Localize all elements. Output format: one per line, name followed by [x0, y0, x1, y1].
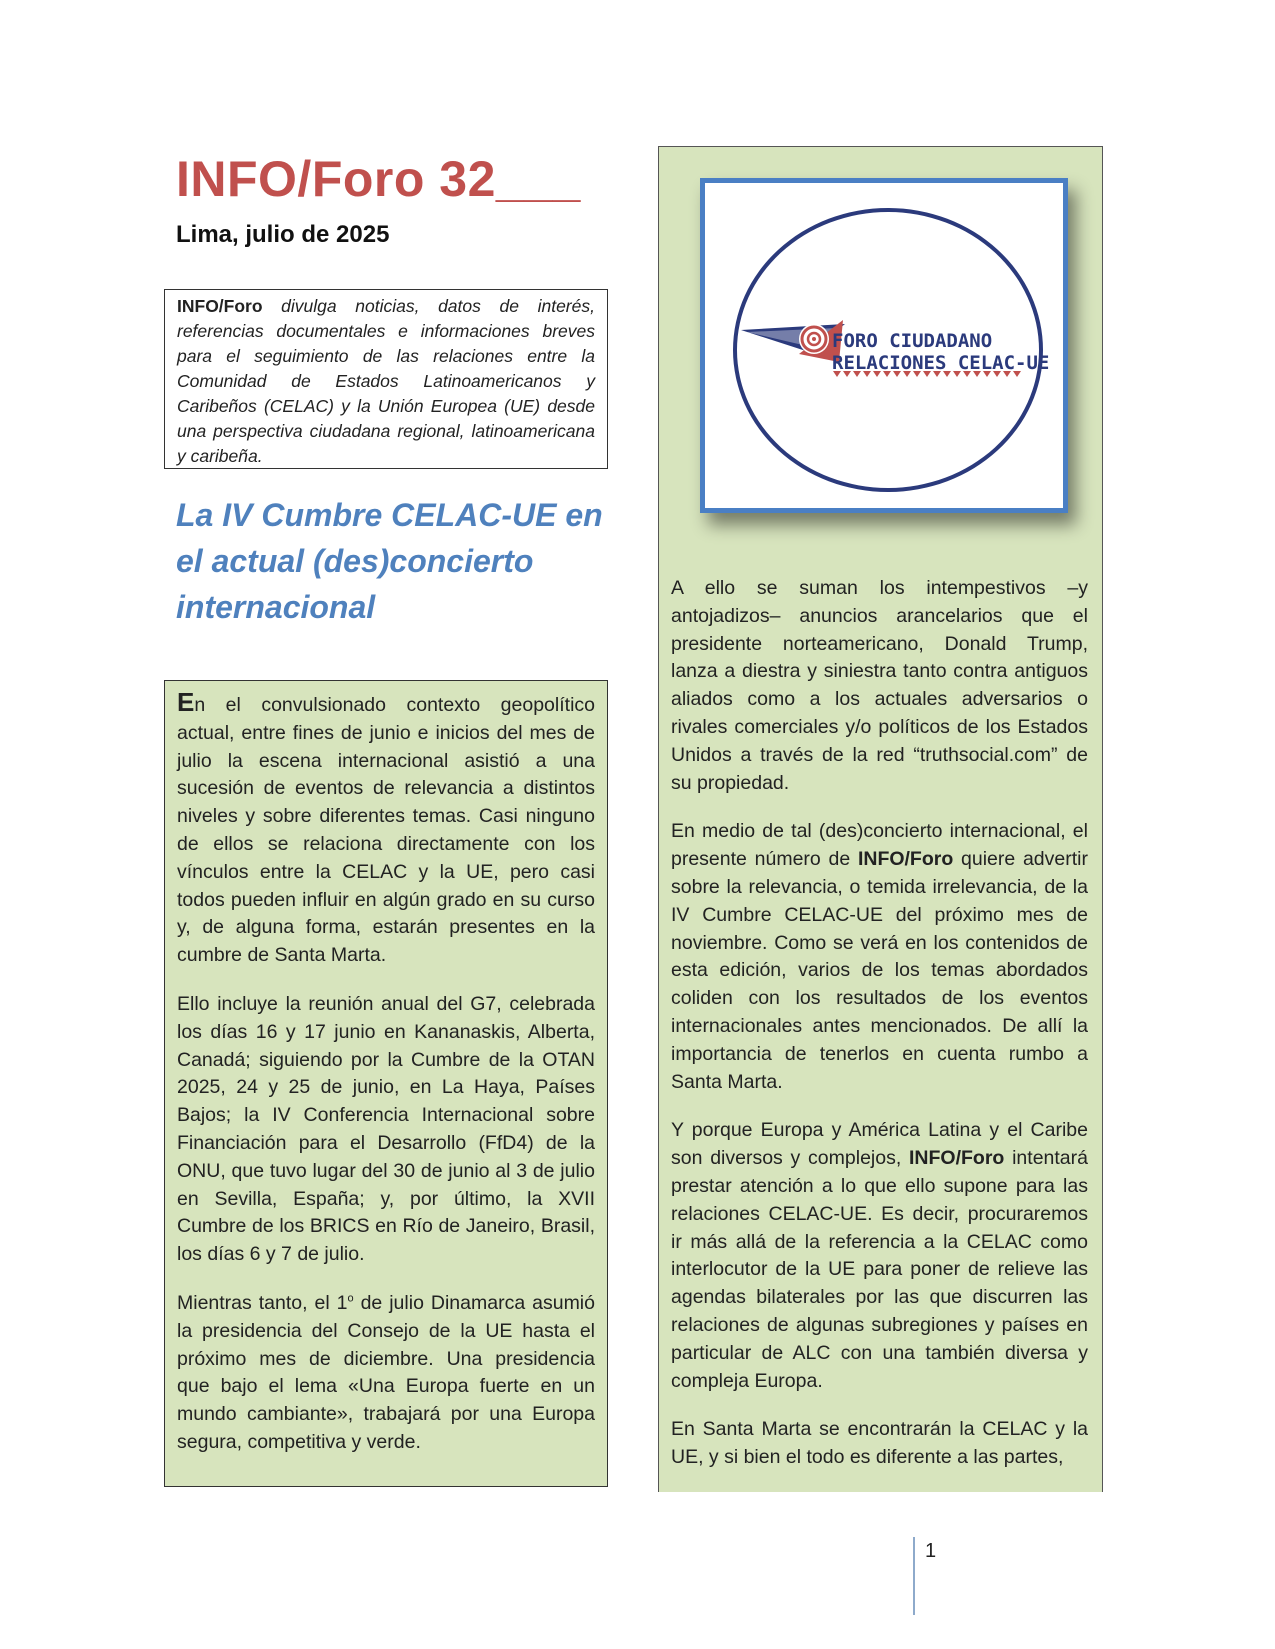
right-article-panel [658, 146, 1103, 1492]
logo-line-2: RELACIONES CELAC-UE [832, 352, 1050, 374]
right-paragraph-3-brand: INFO/Foro [909, 1147, 1005, 1170]
right-paragraph-4: En Santa Marta se encontrarán la CELAC y la UE, y si bien el todo es diferente a las partes, [671, 1418, 1088, 1469]
right-paragraph-2-brand: INFO/Foro [857, 848, 954, 871]
right-paragraph-2-a: En medio de tal (des)concierto internacional, el presente número de [671, 820, 1088, 871]
ordinal-superscript: o [347, 1292, 354, 1305]
logo-frame [700, 178, 1068, 513]
logo-circle [733, 208, 1050, 492]
article-headline: La IV Cumbre CELAC-UE en el actual (des)concierto internacional [176, 497, 603, 625]
page-number-divider [913, 1537, 915, 1615]
left-paragraph-3-b: de julio Dinamarca asumió la presidencia del Consejo de la UE hasta el próximo mes de diciembre. Una presidencia que bajo el lema «Una Europa fuerte en un mundo cambiante», trabajará por una Europa segura, competitiva y verde. [177, 1291, 595, 1453]
right-paragraph-3-b: intentará prestar atención a lo que ello supone para las relaciones CELAC-UE. Es decir, procuraremos ir más allá de la referencia a la CELAC como interlocutor de la UE para poner de relieve las agendas bilaterales por las que discurren las relaciones de algunas subregiones y países en particular de ALC con una también diversa y compleja Europa. [671, 1147, 1088, 1392]
intro-text: divulga noticias, datos de interés, referencias documentales e informaciones breves para el seguimiento de las relaciones entre la Comunidad de Estados Latinoamericanos y Caribeños (CELAC) y la Unión Europea (UE) desde una perspectiva ciudadana regional, latinoamericana y caribeña. [177, 296, 595, 466]
right-paragraph-1: A ello se suman los intempestivos –y antojadizos– anuncios arancelarios que el presidente norteamericano, Donald Trump, lanza a diestra y siniestra tanto contra antiguos aliados como a los actuales adversarios o rivales comerciales y/o políticos de los Estados Unidos a través de la red “truthsocial.com” de su propiedad. [671, 577, 1088, 794]
right-paragraph-2 [671, 818, 1088, 1096]
page-number: 1 [925, 1540, 937, 1562]
right-paragraph-3 [671, 1117, 1088, 1395]
left-article-panel [164, 680, 608, 1487]
left-paragraph-3 [177, 1290, 595, 1457]
right-paragraph-2-b: quiere advertir sobre la relevancia, o temida irrelevancia, de la IV Cumbre CELAC-UE del próximo mes de noviembre. Como se verá en los contenidos de esta edición, varios de los temas abordados coliden con los resultados de los eventos internacionales antes mencionados. De allí la importancia de tenerlos en cuenta rumbo a Santa Marta. [671, 848, 1088, 1093]
intro-brand: INFO/Foro [177, 296, 263, 316]
issue-date: Lima, julio de 2025 [176, 221, 390, 248]
right-paragraph-3-a: Y porque Europa y América Latina y el Caribe son diversos y complejos, [671, 1119, 1088, 1170]
intro-box [164, 289, 608, 469]
left-paragraph-1 [177, 689, 595, 970]
newsletter-title: INFO/Foro 32___ [176, 151, 581, 207]
drop-cap: E [177, 687, 195, 717]
left-paragraph-1-text: n el convulsionado contexto geopolítico actual, entre fines de junio e inicios del mes de julio la escena internacional asistió a una sucesión de eventos de relevancia a distintos niveles y sobre diferentes temas. Casi ninguno de ellos se relaciona directamente con los vínculos entre la CELAC y la UE, pero casi todos pueden influir en algún grado en su curso y, de alguna forma, estarán presentes en la cumbre de Santa Marta. [177, 694, 595, 967]
logo-line-1: FORO CIUDADANO [832, 330, 993, 352]
right-column-text [671, 575, 1088, 1493]
logo-wordmark [832, 330, 1049, 374]
left-paragraph-2: Ello incluye la reunión anual del G7, celebrada los días 16 y 17 junio en Kananaskis, Alberta, Canadá; siguiendo por la Cumbre de la OTAN 2025, 24 y 25 de junio, en La Haya, Países Bajos; la IV Conferencia Internacional sobre Financiación para el Desarrollo (FfD4) de la ONU, que tuvo lugar del 30 de junio al 3 de julio en Sevilla, España; y, por último, la XVII Cumbre de los BRICS en Río de Janeiro, Brasil, los días 6 y 7 de julio. [177, 992, 595, 1266]
left-paragraph-3-a: Mientras tanto, el 1 [177, 1291, 348, 1314]
